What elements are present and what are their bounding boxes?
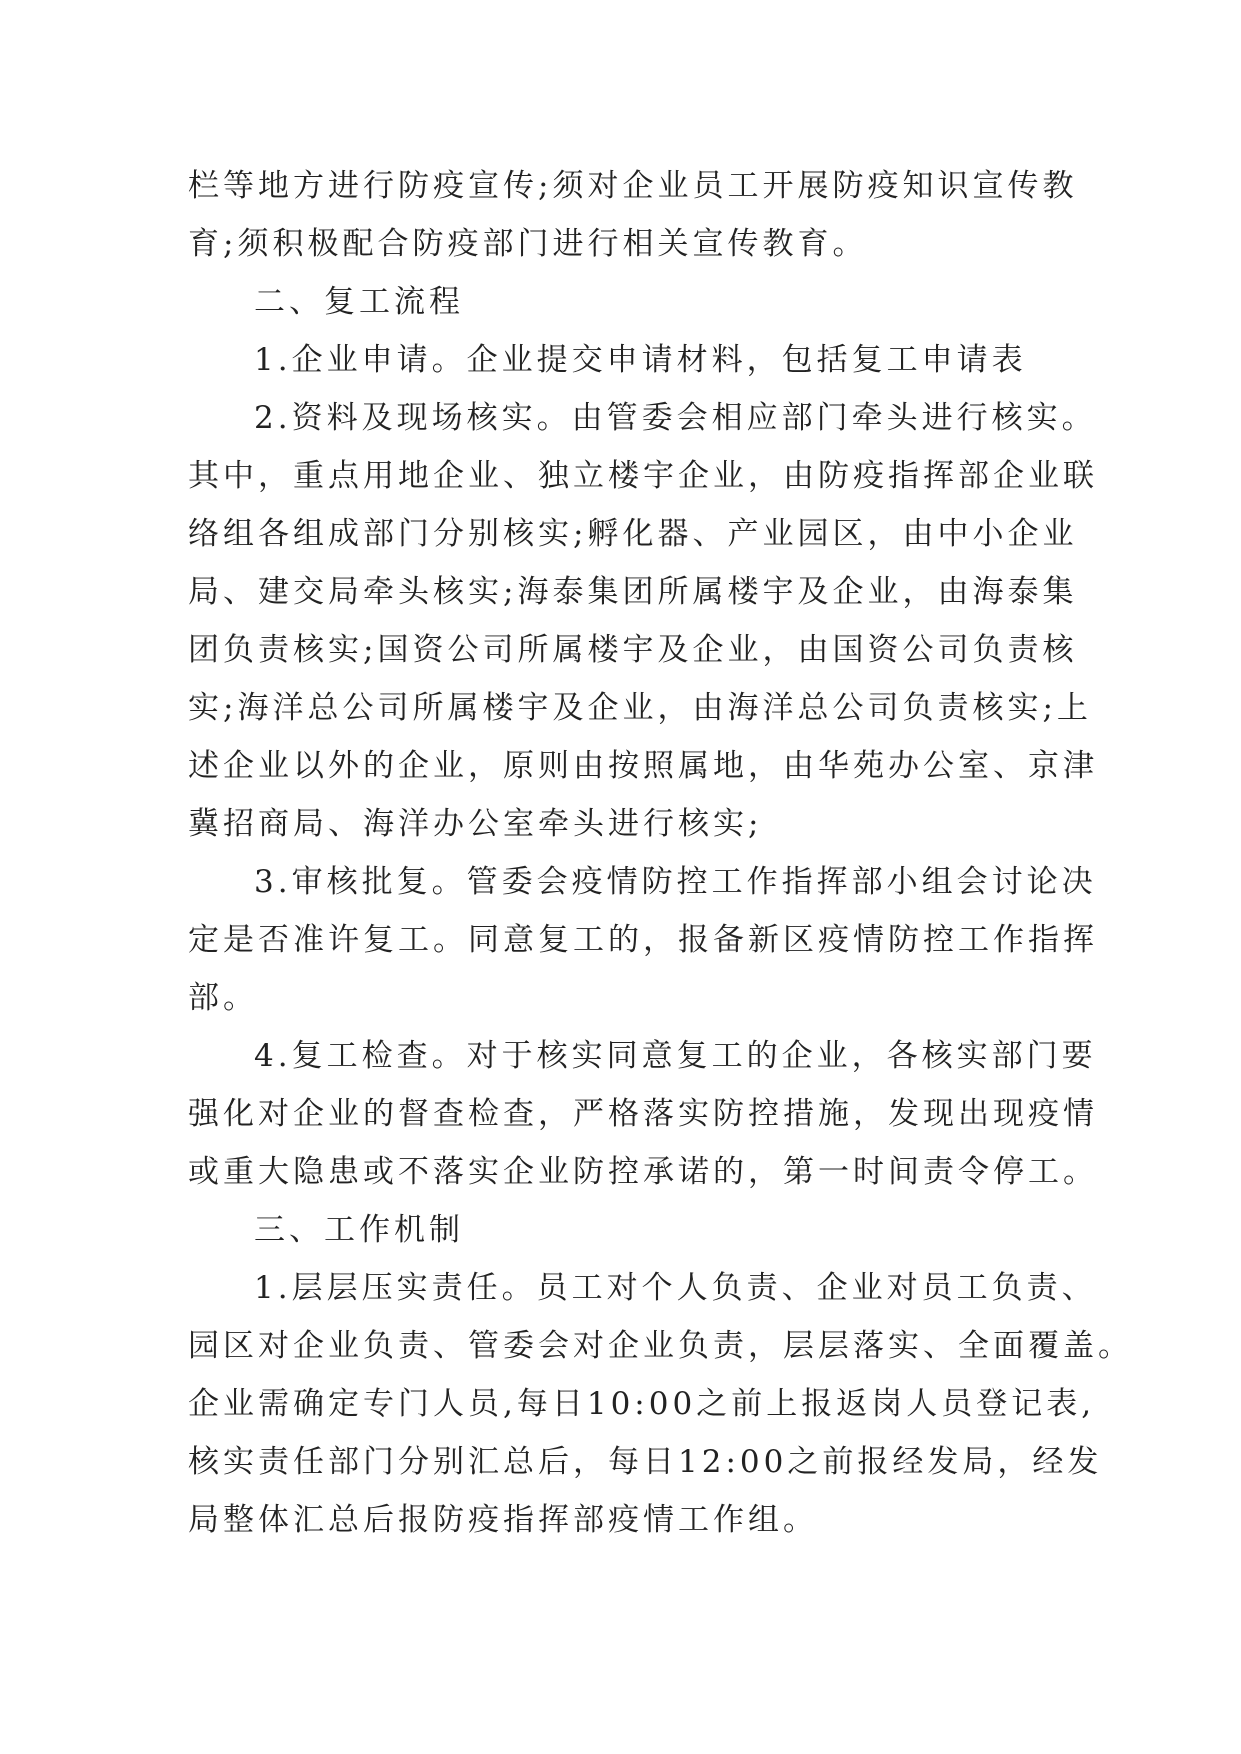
text-line: 栏等地方进行防疫宣传;须对企业员工开展防疫知识宣传教 [188, 168, 1078, 204]
list-item: 1.层层压实责任。员工对个人负责、企业对员工负责、 [254, 1270, 1097, 1306]
text-line: 核实责任部门分别汇总后，每日12:00之前报经发局，经发 [188, 1444, 1103, 1480]
text-line: 园区对企业负责、管委会对企业负责，层层落实、全面覆盖。 [188, 1328, 1133, 1364]
section-heading: 三、工作机制 [254, 1212, 464, 1248]
text-line: 述企业以外的企业，原则由按照属地，由华苑办公室、京津 [188, 748, 1098, 784]
list-item: 4.复工检查。对于核实同意复工的企业，各核实部门要 [254, 1038, 1097, 1074]
text-line: 部。 [188, 980, 258, 1016]
text-line: 企业需确定专门人员,每日10:00之前上报返岗人员登记表, [188, 1386, 1096, 1422]
text-line: 团负责核实;国资公司所属楼宇及企业，由国资公司负责核 [188, 632, 1078, 668]
document-body [188, 157, 1133, 1549]
text-line: 或重大隐患或不落实企业防控承诺的，第一时间责令停工。 [188, 1154, 1098, 1190]
text-line: 其中，重点用地企业、独立楼宇企业，由防疫指挥部企业联 [188, 458, 1098, 494]
list-item: 1.企业申请。企业提交申请材料，包括复工申请表 [254, 342, 1027, 378]
text-line: 强化对企业的督查检查，严格落实防控措施，发现出现疫情 [188, 1096, 1098, 1132]
text-line: 络组各组成部门分别核实;孵化器、产业园区，由中小企业 [188, 516, 1078, 552]
text-line: 实;海洋总公司所属楼宇及企业，由海洋总公司负责核实;上 [188, 690, 1092, 726]
list-item: 2.资料及现场核实。由管委会相应部门牵头进行核实。 [254, 400, 1097, 436]
text-line: 定是否准许复工。同意复工的，报备新区疫情防控工作指挥 [188, 922, 1098, 958]
list-item: 3.审核批复。管委会疫情防控工作指挥部小组会讨论决 [254, 864, 1097, 900]
text-line: 冀招商局、海洋办公室牵头进行核实; [188, 806, 763, 842]
text-line: 局、建交局牵头核实;海泰集团所属楼宇及企业，由海泰集 [188, 574, 1078, 610]
text-line: 局整体汇总后报防疫指挥部疫情工作组。 [188, 1502, 818, 1538]
text-line: 育;须积极配合防疫部门进行相关宣传教育。 [188, 226, 868, 262]
section-heading: 二、复工流程 [254, 284, 464, 320]
